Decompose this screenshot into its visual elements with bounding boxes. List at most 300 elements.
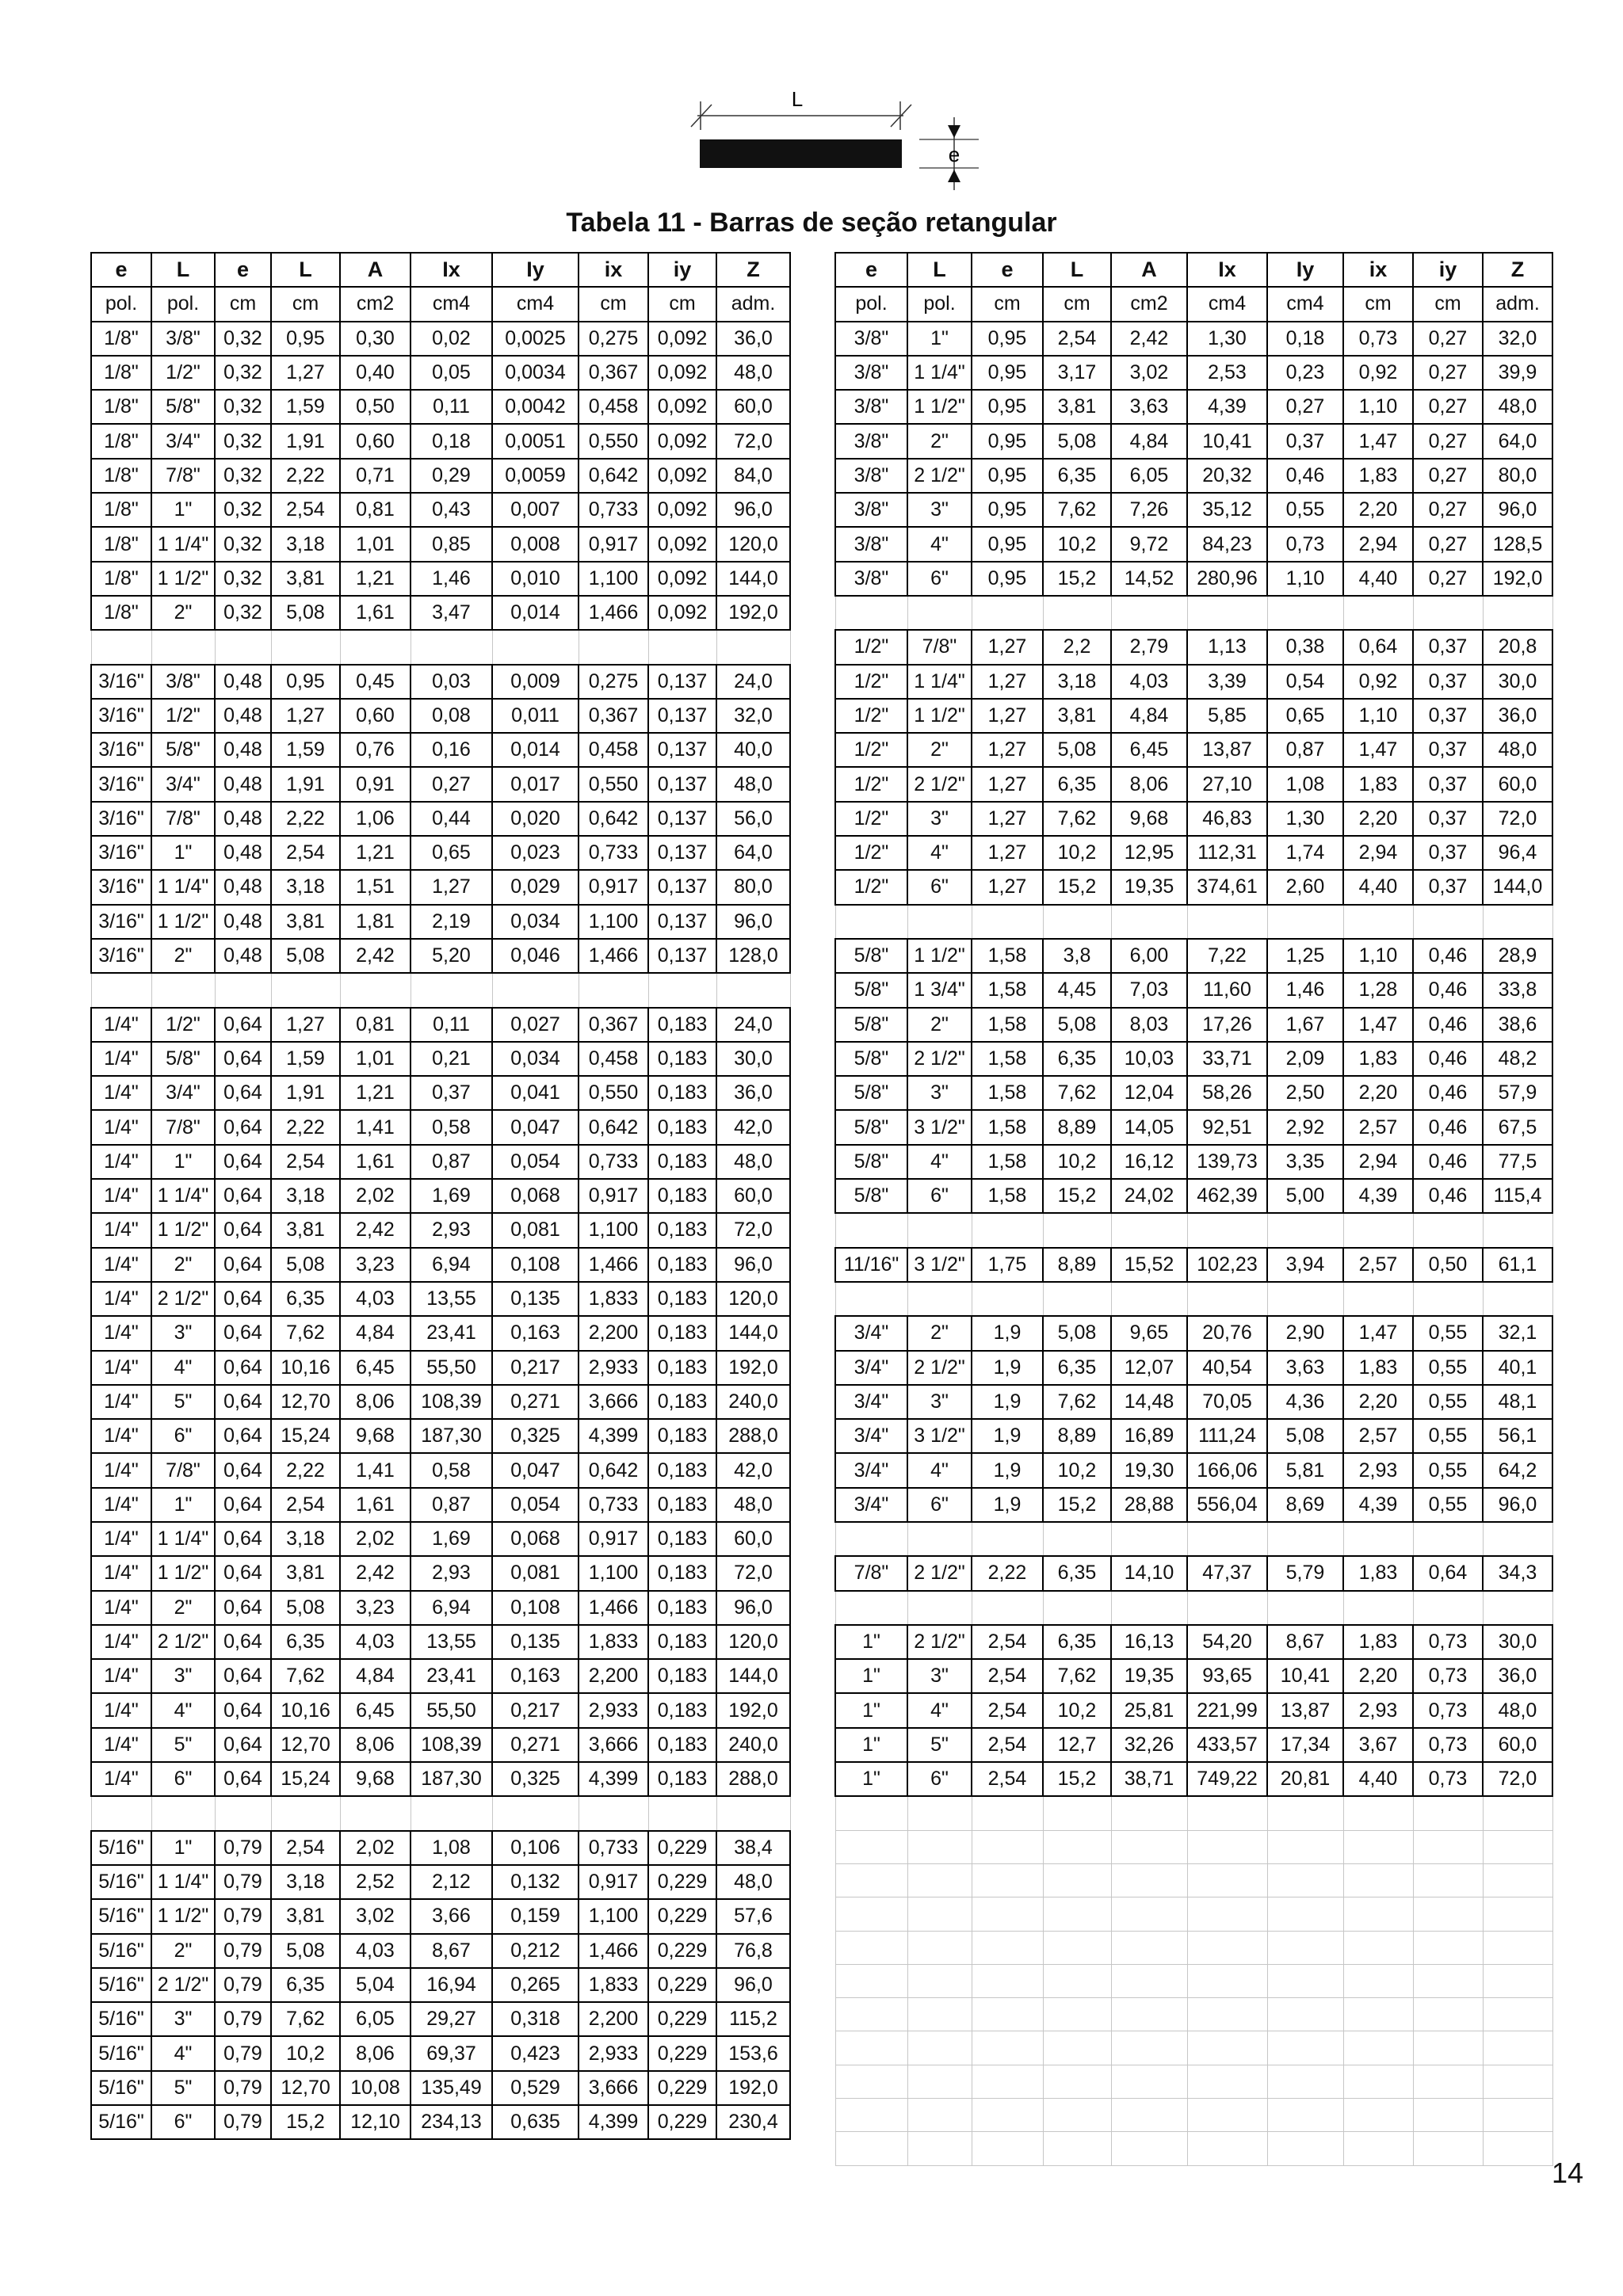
table-row xyxy=(91,1831,790,1865)
table-cell: 4,40 xyxy=(1343,1762,1413,1796)
table-cell: 24,0 xyxy=(716,1008,790,1042)
empty-cell xyxy=(1111,2065,1187,2098)
table-cell: 13,87 xyxy=(1187,733,1267,767)
table-cell: 0,79 xyxy=(215,2071,271,2105)
table-cell: 0,50 xyxy=(1413,1248,1483,1282)
table-cell: 72,0 xyxy=(716,424,790,458)
table-cell: 3/4" xyxy=(835,1419,907,1453)
table-cell: 10,2 xyxy=(1043,1693,1111,1727)
table-cell: 0,48 xyxy=(215,767,271,801)
table-cell: 8,89 xyxy=(1043,1419,1111,1453)
table-cell: 2 1/2" xyxy=(907,1625,972,1659)
empty-cell xyxy=(1043,1863,1111,1897)
table-cell: 0,27 xyxy=(411,767,492,801)
table-cell: 2,54 xyxy=(972,1728,1043,1762)
table-cell: 7,62 xyxy=(1043,802,1111,836)
table-row xyxy=(91,1693,790,1727)
table-cell: 0,054 xyxy=(492,1488,579,1522)
table-cell: 4,40 xyxy=(1343,562,1413,596)
empty-cell xyxy=(972,2132,1043,2165)
table-cell: 0,60 xyxy=(340,699,411,733)
table-cell: 0,44 xyxy=(411,802,492,836)
empty-cell xyxy=(1267,1591,1343,1625)
empty-cell xyxy=(492,973,579,1007)
table-cell: 13,87 xyxy=(1267,1693,1343,1727)
table-cell: 0,73 xyxy=(1413,1762,1483,1796)
table-cell: 38,4 xyxy=(716,1831,790,1865)
table-cell: 0,64 xyxy=(215,1110,271,1144)
table-cell: 187,30 xyxy=(411,1419,492,1453)
table-cell: 5" xyxy=(151,1385,215,1419)
table-cell: 0,30 xyxy=(340,322,411,356)
empty-cell xyxy=(972,1213,1043,1247)
table-cell: 0,64 xyxy=(215,1316,271,1350)
table-cell: 0,367 xyxy=(579,356,648,390)
table-cell: 47,37 xyxy=(1187,1556,1267,1590)
empty-cell xyxy=(907,2099,972,2132)
table-cell: 1,06 xyxy=(340,802,411,836)
table-cell: 0,183 xyxy=(648,1625,716,1659)
table-cell: 0,21 xyxy=(411,1042,492,1076)
empty-cell xyxy=(411,1796,492,1830)
table-cell: 0,008 xyxy=(492,527,579,561)
spacer-row xyxy=(835,1282,1552,1316)
table-cell: 1,21 xyxy=(340,1076,411,1110)
empty-cell xyxy=(1267,596,1343,630)
table-cell: 0,229 xyxy=(648,1865,716,1899)
empty-cell xyxy=(1343,2099,1413,2132)
table-cell: 0,550 xyxy=(579,1076,648,1110)
table-cell: 1/8" xyxy=(91,493,151,527)
table-cell: 1/4" xyxy=(91,1110,151,1144)
empty-cell xyxy=(1267,1522,1343,1556)
spacer-row xyxy=(835,905,1552,939)
empty-cell xyxy=(1111,1897,1187,1931)
table-cell: 8,89 xyxy=(1043,1110,1111,1144)
table-cell: 42,0 xyxy=(716,1453,790,1487)
table-cell: 1 1/4" xyxy=(151,1179,215,1213)
table-row xyxy=(91,1042,790,1076)
table-cell: 3" xyxy=(907,1659,972,1693)
table-cell: 1,83 xyxy=(1343,459,1413,493)
table-cell: 0,135 xyxy=(492,1625,579,1659)
table-cell: 115,2 xyxy=(716,2002,790,2036)
table-cell: 0,212 xyxy=(492,1934,579,1968)
table-cell: 2,09 xyxy=(1267,1042,1343,1076)
table-cell: 5,08 xyxy=(271,1248,340,1282)
empty-cell xyxy=(1483,1863,1552,1897)
table-cell: 5,08 xyxy=(271,939,340,973)
table-cell: 35,12 xyxy=(1187,493,1267,527)
table-cell: 0,64 xyxy=(215,1728,271,1762)
header-unit-row xyxy=(835,287,1552,321)
table-row xyxy=(91,767,790,801)
table-row xyxy=(835,424,1552,458)
empty-cell xyxy=(1043,1282,1111,1316)
table-cell: 0,95 xyxy=(271,665,340,699)
table-cell: 0,27 xyxy=(1413,322,1483,356)
table-cell: 15,2 xyxy=(1043,1179,1111,1213)
table-cell: 1,9 xyxy=(972,1316,1043,1350)
table-row xyxy=(835,1488,1552,1522)
table-cell: 0,16 xyxy=(411,733,492,767)
empty-cell xyxy=(1413,2132,1483,2165)
empty-cell xyxy=(1111,1998,1187,2031)
table-cell: 0,275 xyxy=(579,322,648,356)
table-cell: 96,0 xyxy=(716,1248,790,1282)
table-cell: 11,60 xyxy=(1187,973,1267,1007)
table-cell: 0,64 xyxy=(215,1453,271,1487)
empty-cell xyxy=(907,1591,972,1625)
table-cell: 30,0 xyxy=(716,1042,790,1076)
empty-cell xyxy=(1413,2065,1483,2098)
table-cell: 3/4" xyxy=(835,1385,907,1419)
table-cell: 3 1/2" xyxy=(907,1110,972,1144)
table-cell: 76,8 xyxy=(716,1934,790,1968)
table-cell: 1 1/2" xyxy=(907,699,972,733)
empty-cell xyxy=(907,1830,972,1863)
table-cell: 4" xyxy=(151,1693,215,1727)
empty-cell xyxy=(972,905,1043,939)
table-row xyxy=(91,1556,790,1590)
table-row xyxy=(835,973,1552,1007)
table-cell: 3" xyxy=(151,1316,215,1350)
table-cell: 0,137 xyxy=(648,939,716,973)
page-number: 14 xyxy=(1551,2157,1583,2189)
table-cell: 0,48 xyxy=(215,939,271,973)
table-row xyxy=(91,836,790,870)
table-row xyxy=(91,1385,790,1419)
table-cell: 0,029 xyxy=(492,870,579,904)
table-cell: 1" xyxy=(835,1693,907,1727)
empty-cell xyxy=(907,1931,972,1964)
table-cell: 0,73 xyxy=(1413,1728,1483,1762)
table-cell: 2,57 xyxy=(1343,1110,1413,1144)
table-row xyxy=(91,1762,790,1796)
table-cell: 0,37 xyxy=(411,1076,492,1110)
table-cell: 1,47 xyxy=(1343,1008,1413,1042)
table-cell: 12,10 xyxy=(340,2105,411,2139)
empty-cell xyxy=(835,1830,907,1863)
table-cell: 2,54 xyxy=(972,1693,1043,1727)
table-row xyxy=(91,1351,790,1385)
empty-cell xyxy=(1413,1931,1483,1964)
table-cell: 1,100 xyxy=(579,1556,648,1590)
table-cell: 2" xyxy=(151,939,215,973)
table-cell: 4" xyxy=(907,1453,972,1487)
table-cell: 48,0 xyxy=(1483,1693,1552,1727)
table-row xyxy=(835,767,1552,801)
table-cell: 1/4" xyxy=(91,1693,151,1727)
table-row xyxy=(835,1762,1552,1796)
table-cell: 1/4" xyxy=(91,1145,151,1179)
empty-cell xyxy=(972,596,1043,630)
column-header: Z xyxy=(1483,253,1552,287)
table-cell: 192,0 xyxy=(716,2071,790,2105)
table-cell: 0,183 xyxy=(648,1556,716,1590)
table-row xyxy=(835,836,1552,870)
empty-cell xyxy=(1187,1591,1267,1625)
table-cell: 5/16" xyxy=(91,2105,151,2139)
table-cell: 19,30 xyxy=(1111,1453,1187,1487)
table-cell: 7/8" xyxy=(151,1110,215,1144)
table-cell: 3/8" xyxy=(151,322,215,356)
table-cell: 7,03 xyxy=(1111,973,1187,1007)
table-cell: 0,183 xyxy=(648,1488,716,1522)
empty-cell xyxy=(835,1931,907,1964)
table-cell: 3" xyxy=(151,2002,215,2036)
table-cell: 0,183 xyxy=(648,1248,716,1282)
header-symbol-row xyxy=(835,253,1552,287)
table-cell: 54,20 xyxy=(1187,1625,1267,1659)
table-cell: 1,91 xyxy=(271,1076,340,1110)
table-cell: 0,023 xyxy=(492,836,579,870)
table-row xyxy=(91,1968,790,2002)
empty-cell xyxy=(1413,1522,1483,1556)
empty-cell xyxy=(907,1282,972,1316)
table-cell: 0,027 xyxy=(492,1008,579,1042)
table-cell: 3/4" xyxy=(151,1076,215,1110)
table-row xyxy=(835,1008,1552,1042)
table-cell: 0,183 xyxy=(648,1693,716,1727)
table-cell: 144,0 xyxy=(716,1316,790,1350)
table-cell: 8,89 xyxy=(1043,1248,1111,1282)
table-cell: 0,92 xyxy=(1343,665,1413,699)
table-cell: 0,092 xyxy=(648,493,716,527)
table-cell: 0,275 xyxy=(579,665,648,699)
table-cell: 15,2 xyxy=(1043,562,1111,596)
table-cell: 2,54 xyxy=(271,1831,340,1865)
table-cell: 48,0 xyxy=(1483,733,1552,767)
table-cell: 128,5 xyxy=(1483,527,1552,561)
table-cell: 6" xyxy=(907,1488,972,1522)
table-cell: 0,183 xyxy=(648,1351,716,1385)
empty-cell xyxy=(972,1897,1043,1931)
table-cell: 0,40 xyxy=(340,356,411,390)
table-cell: 0,60 xyxy=(340,424,411,458)
table-cell: 0,183 xyxy=(648,1385,716,1419)
table-cell: 2,57 xyxy=(1343,1419,1413,1453)
empty-cell xyxy=(1483,1931,1552,1964)
table-cell: 0,58 xyxy=(411,1110,492,1144)
empty-cell xyxy=(91,630,151,664)
empty-cell xyxy=(411,973,492,1007)
table-cell: 0,183 xyxy=(648,1762,716,1796)
table-cell: 2 1/2" xyxy=(151,1968,215,2002)
table-cell: 6,35 xyxy=(1043,459,1111,493)
table-cell: 60,0 xyxy=(716,1179,790,1213)
table-cell: 34,3 xyxy=(1483,1556,1552,1590)
empty-cell xyxy=(907,2031,972,2065)
table-cell: 8,06 xyxy=(340,2036,411,2070)
table-cell: 2,02 xyxy=(340,1522,411,1556)
table-cell: 32,0 xyxy=(716,699,790,733)
table-cell: 1,46 xyxy=(1267,973,1343,1007)
spacer-row xyxy=(835,1830,1552,1863)
table-cell: 67,5 xyxy=(1483,1110,1552,1144)
table-cell: 2,2 xyxy=(1043,630,1111,664)
table-cell: 3,63 xyxy=(1267,1351,1343,1385)
table-cell: 5,08 xyxy=(1043,733,1111,767)
empty-cell xyxy=(1413,1998,1483,2031)
table-cell: 2,54 xyxy=(972,1762,1043,1796)
table-cell: 0,014 xyxy=(492,596,579,630)
table-cell: 1,58 xyxy=(972,1042,1043,1076)
table-row xyxy=(835,1145,1552,1179)
table-row xyxy=(91,1899,790,1933)
table-cell: 108,39 xyxy=(411,1385,492,1419)
table-cell: 6,05 xyxy=(340,2002,411,2036)
table-cell: 4" xyxy=(907,1693,972,1727)
table-cell: 2,93 xyxy=(1343,1693,1413,1727)
table-cell: 1,27 xyxy=(271,356,340,390)
table-cell: 1 1/4" xyxy=(151,870,215,904)
table-cell: 4,84 xyxy=(340,1316,411,1350)
empty-cell xyxy=(972,2031,1043,2065)
table-row xyxy=(91,2071,790,2105)
table-cell: 1 1/2" xyxy=(907,939,972,973)
column-header: e xyxy=(215,253,271,287)
table-cell: 462,39 xyxy=(1187,1179,1267,1213)
table-cell: 0,64 xyxy=(215,1076,271,1110)
table-cell: 1" xyxy=(835,1659,907,1693)
table-cell: 2,50 xyxy=(1267,1076,1343,1110)
table-cell: 56,0 xyxy=(716,802,790,836)
column-unit: adm. xyxy=(716,287,790,321)
table-row xyxy=(835,1659,1552,1693)
table-cell: 1 1/2" xyxy=(151,905,215,939)
table-cell: 3/8" xyxy=(835,527,907,561)
empty-cell xyxy=(972,2065,1043,2098)
table-cell: 2,90 xyxy=(1267,1316,1343,1350)
table-cell: 23,41 xyxy=(411,1659,492,1693)
empty-cell xyxy=(340,1796,411,1830)
table-cell: 70,05 xyxy=(1187,1385,1267,1419)
spacer-row xyxy=(835,1897,1552,1931)
table-cell: 1,466 xyxy=(579,596,648,630)
empty-cell xyxy=(91,973,151,1007)
empty-cell xyxy=(648,973,716,1007)
table-cell: 0,092 xyxy=(648,322,716,356)
table-cell: 1,61 xyxy=(340,1145,411,1179)
table-cell: 3/4" xyxy=(835,1453,907,1487)
table-cell: 9,68 xyxy=(1111,802,1187,836)
table-cell: 3/16" xyxy=(91,870,151,904)
table-cell: 4" xyxy=(907,836,972,870)
table-cell: 0,79 xyxy=(215,1899,271,1933)
table-cell: 5/8" xyxy=(835,1179,907,1213)
column-unit: adm. xyxy=(1483,287,1552,321)
table-cell: 1,466 xyxy=(579,1591,648,1625)
table-cell: 0,137 xyxy=(648,665,716,699)
table-cell: 3,63 xyxy=(1111,390,1187,424)
empty-cell xyxy=(1187,1796,1267,1830)
table-cell: 24,0 xyxy=(716,665,790,699)
table-cell: 7,62 xyxy=(1043,1385,1111,1419)
table-cell: 28,9 xyxy=(1483,939,1552,973)
bar-section-diagram xyxy=(682,79,999,206)
table-cell: 1,10 xyxy=(1343,390,1413,424)
table-cell: 5,08 xyxy=(1267,1419,1343,1453)
right-data-table xyxy=(834,252,1553,2166)
table-cell: 4,399 xyxy=(579,1762,648,1796)
table-row xyxy=(835,356,1552,390)
table-cell: 1,47 xyxy=(1343,424,1413,458)
table-cell: 1,25 xyxy=(1267,939,1343,973)
table-cell: 0,11 xyxy=(411,390,492,424)
table-cell: 1 1/4" xyxy=(151,527,215,561)
empty-cell xyxy=(1267,1863,1343,1897)
table-cell: 2,92 xyxy=(1267,1110,1343,1144)
table-cell: 0,37 xyxy=(1413,699,1483,733)
empty-cell xyxy=(1043,1830,1111,1863)
empty-cell xyxy=(1343,1863,1413,1897)
table-cell: 10,16 xyxy=(271,1693,340,1727)
table-cell: 2,200 xyxy=(579,2002,648,2036)
table-cell: 40,0 xyxy=(716,733,790,767)
table-cell: 1/8" xyxy=(91,596,151,630)
table-cell: 0,0051 xyxy=(492,424,579,458)
table-cell: 1,100 xyxy=(579,562,648,596)
table-cell: 0,64 xyxy=(215,1282,271,1316)
empty-cell xyxy=(907,2065,972,2098)
table-cell: 2,54 xyxy=(271,1145,340,1179)
table-cell: 64,2 xyxy=(1483,1453,1552,1487)
table-cell: 5,85 xyxy=(1187,699,1267,733)
column-header: A xyxy=(1111,253,1187,287)
column-header: e xyxy=(91,253,151,287)
table-cell: 7,62 xyxy=(1043,493,1111,527)
dimension-label-L: L xyxy=(791,87,804,111)
empty-cell xyxy=(835,2031,907,2065)
table-cell: 0,265 xyxy=(492,1968,579,2002)
table-row xyxy=(91,1934,790,1968)
table-cell: 6,35 xyxy=(1043,1351,1111,1385)
table-cell: 5/8" xyxy=(835,1008,907,1042)
empty-cell xyxy=(1413,2099,1483,2132)
table-cell: 5/16" xyxy=(91,2071,151,2105)
empty-cell xyxy=(1043,1522,1111,1556)
table-cell: 0,163 xyxy=(492,1316,579,1350)
table-cell: 1,9 xyxy=(972,1488,1043,1522)
table-row xyxy=(91,1282,790,1316)
table-cell: 2" xyxy=(907,733,972,767)
empty-cell xyxy=(835,1522,907,1556)
column-header: e xyxy=(972,253,1043,287)
table-cell: 0,183 xyxy=(648,1213,716,1247)
table-cell: 0,95 xyxy=(972,527,1043,561)
table-cell: 1/4" xyxy=(91,1728,151,1762)
empty-cell xyxy=(1187,1931,1267,1964)
table-cell: 0,73 xyxy=(1413,1625,1483,1659)
table-cell: 4,39 xyxy=(1187,390,1267,424)
table-row xyxy=(835,802,1552,836)
table-cell: 1,27 xyxy=(271,1008,340,1042)
empty-cell xyxy=(648,630,716,664)
table-cell: 144,0 xyxy=(1483,870,1552,904)
table-cell: 0,32 xyxy=(215,424,271,458)
table-cell: 1,833 xyxy=(579,1282,648,1316)
empty-cell xyxy=(1187,905,1267,939)
table-cell: 7,62 xyxy=(271,2002,340,2036)
table-cell: 1/4" xyxy=(91,1488,151,1522)
table-cell: 8,69 xyxy=(1267,1488,1343,1522)
table-row xyxy=(835,733,1552,767)
table-cell: 12,07 xyxy=(1111,1351,1187,1385)
table-cell: 0,37 xyxy=(1267,424,1343,458)
empty-cell xyxy=(1043,1964,1111,1997)
table-cell: 3,18 xyxy=(271,870,340,904)
